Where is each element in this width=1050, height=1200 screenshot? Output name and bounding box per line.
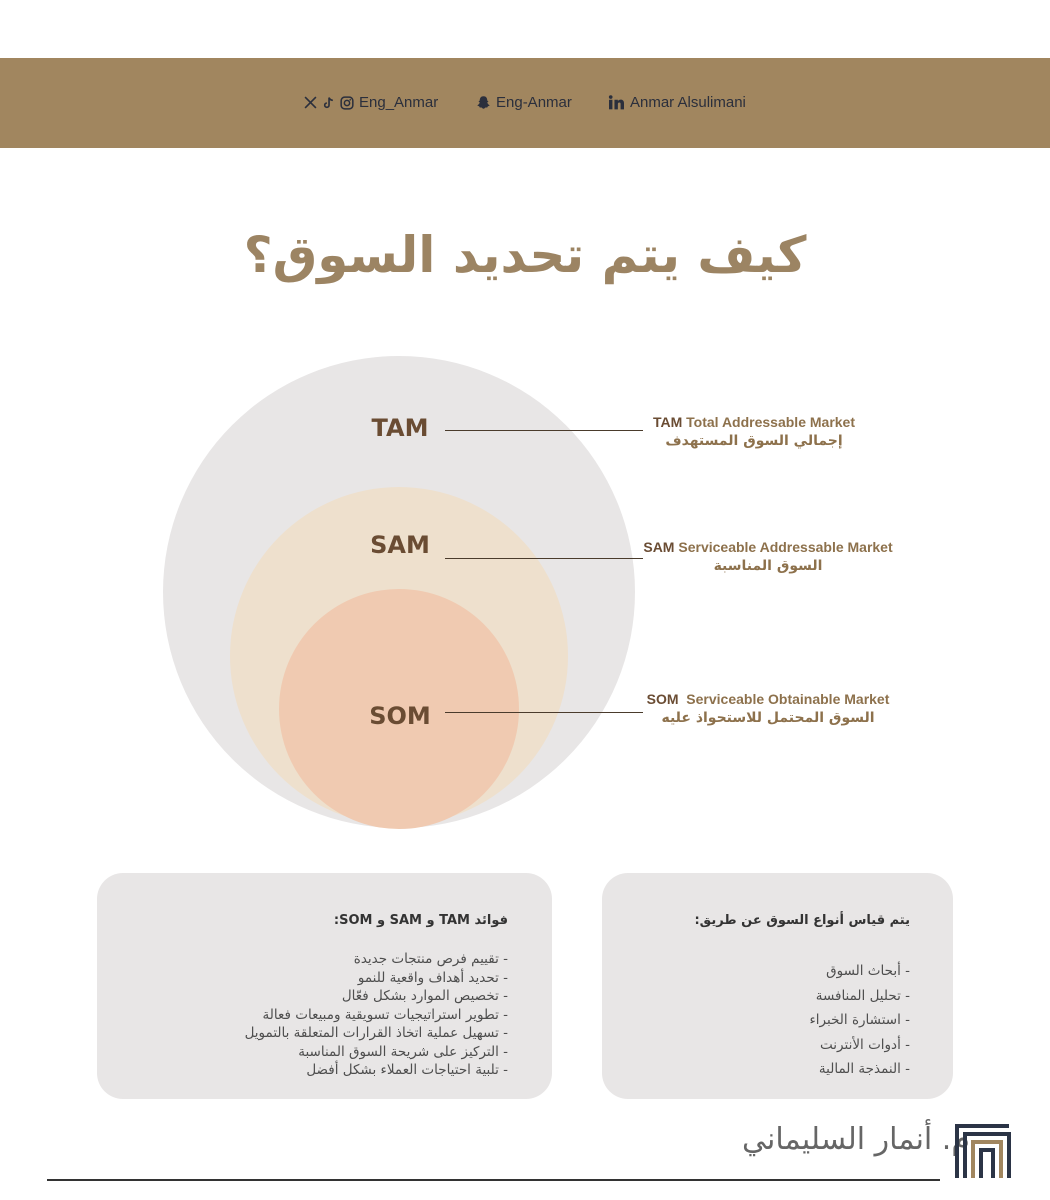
list-item: - تحديد أهداف واقعية للنمو	[357, 969, 508, 986]
tam-label: TAM	[371, 414, 429, 442]
tam-def-arabic: إجمالي السوق المستهدف	[665, 433, 843, 449]
page-title: كيف يتم تحديد السوق؟	[243, 226, 807, 284]
list-item: - تقييم فرص منتجات جديدة	[353, 951, 508, 967]
list-item: - تلبية احتياجات العملاء بشكل أفضل	[306, 1062, 508, 1078]
footer-divider	[47, 1179, 940, 1181]
tam-connector-line	[445, 430, 643, 431]
benefits-card	[97, 873, 552, 1099]
measurement-heading: يتم قياس أنواع السوق عن طريق:	[694, 913, 910, 928]
tiktok-icon	[322, 96, 335, 110]
benefits-list	[245, 950, 508, 1080]
social-handle-text: Eng_Anmar	[359, 94, 439, 111]
sam-def-arabic: السوق المناسبة	[713, 558, 823, 574]
benefits-heading: فوائد TAM و SAM و SOM:	[333, 913, 508, 928]
snapchat-handle-text: Eng-Anmar	[496, 94, 572, 111]
social-snapchat[interactable]	[476, 94, 572, 111]
sam-connector-line	[445, 558, 643, 559]
list-item: - تطوير استراتيجيات تسويقية ومبيعات فعالة	[262, 1006, 508, 1023]
som-def-full: Serviceable Obtainable Market	[686, 691, 890, 707]
sam-def-abbr: SAM	[643, 539, 675, 555]
list-item: - أبحاث السوق	[826, 963, 910, 979]
som-connector-line	[445, 712, 643, 713]
som-label: SOM	[369, 702, 431, 730]
social-linkedin[interactable]	[608, 94, 746, 111]
sam-definition	[638, 538, 898, 576]
brand-logo-icon	[955, 1124, 1011, 1180]
x-icon	[304, 96, 317, 109]
author-signature: م. أنمار السليماني	[742, 1122, 970, 1157]
list-item: - استشارة الخبراء	[809, 1012, 910, 1028]
som-def-arabic: السوق المحتمل للاستحواذ عليه	[661, 710, 875, 726]
sam-label: SAM	[370, 531, 430, 559]
list-item: - النمذجة المالية	[818, 1061, 910, 1077]
som-def-abbr: SOM	[646, 691, 679, 707]
tam-def-full: Total Addressable Market	[686, 414, 855, 430]
tam-definition	[624, 413, 884, 451]
tam-def-abbr: TAM	[652, 414, 683, 430]
linkedin-handle-text: Anmar Alsulimani	[630, 94, 746, 111]
linkedin-icon	[608, 95, 625, 110]
list-item: - تحليل المنافسة	[815, 987, 910, 1004]
social-x-tiktok-instagram[interactable]	[304, 94, 438, 111]
measurement-list	[809, 959, 910, 1082]
measurement-card	[602, 873, 953, 1099]
list-item: - أدوات الأنترنت	[820, 1036, 910, 1053]
list-item: - تسهيل عملية اتخاذ القرارات المتعلقة بالتمويل	[244, 1025, 508, 1041]
instagram-icon	[340, 96, 354, 110]
som-definition	[638, 690, 898, 728]
sam-def-full: Serviceable Addressable Market	[678, 539, 893, 555]
list-item: - تخصيص الموارد بشكل فعّال	[341, 988, 508, 1004]
list-item: - التركيز على شريحة السوق المناسبة	[298, 1043, 508, 1060]
snapchat-icon	[476, 95, 491, 110]
